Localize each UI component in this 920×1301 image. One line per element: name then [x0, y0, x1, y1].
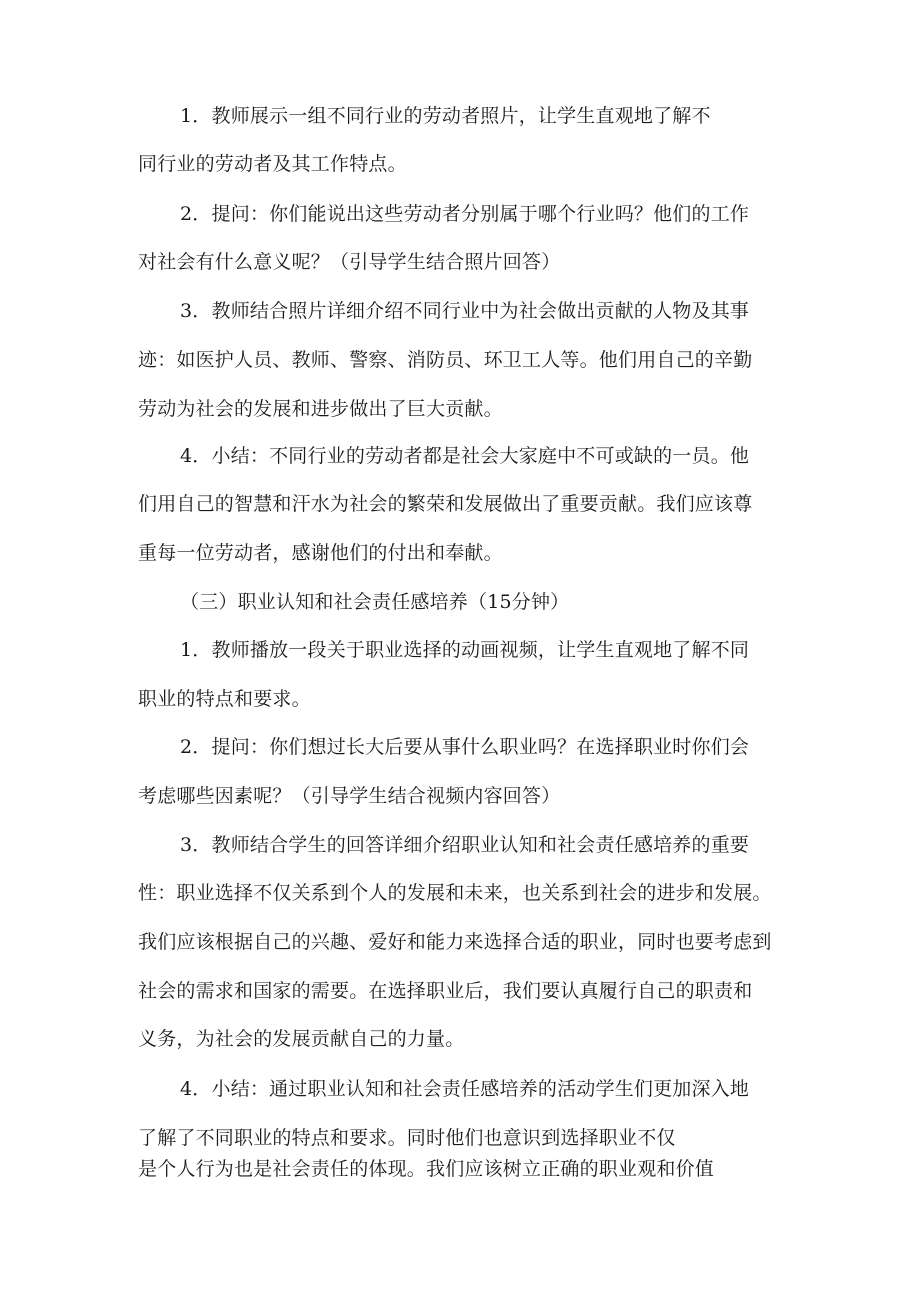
paragraph-line: 社会的需求和国家的需要。在选择职业后，我们要认真履行自己的职责和 [138, 980, 753, 1002]
paragraph-line: 职业的特点和要求。 [138, 688, 311, 710]
paragraph-line: 是个人行为也是社会责任的体现。我们应该树立正确的职业观和价值 [138, 1158, 715, 1180]
paragraph-line: 重每一位劳动者，感谢他们的付出和奉献。 [138, 542, 503, 564]
paragraph-line: 义务，为社会的发展贡献自己的力量。 [138, 1028, 465, 1050]
paragraph-line: 同行业的劳动者及其工作特点。 [138, 153, 407, 175]
paragraph-line: 劳动为社会的发展和进步做出了巨大贡献。 [138, 398, 503, 420]
paragraph-line: 考虑哪些因素呢？（引导学生结合视频内容回答） [138, 785, 561, 807]
paragraph-line: 1．教师播放一段关于职业选择的动画视频，让学生直观地了解不同 [180, 639, 750, 661]
paragraph-line: 2．提问：你们能说出这些劳动者分别属于哪个行业吗？他们的工作 [180, 203, 750, 225]
paragraph-line: 4．小结：不同行业的劳动者都是社会大家庭中不可或缺的一员。他 [180, 445, 750, 467]
paragraph-line: 对社会有什么意义呢？（引导学生结合照片回答） [138, 251, 561, 273]
paragraph-line: 性：职业选择不仅关系到个人的发展和未来，也关系到社会的进步和发展。 [138, 882, 772, 904]
paragraph-line: 3．教师结合学生的回答详细介绍职业认知和社会责任感培养的重要 [180, 834, 750, 856]
paragraph-line: 迹：如医护人员、教师、警察、消防员、环卫工人等。他们用自己的辛勤 [138, 349, 753, 371]
paragraph-line: 我们应该根据自己的兴趣、爱好和能力来选择合适的职业，同时也要考虑到 [138, 931, 772, 953]
paragraph-line: 3．教师结合照片详细介绍不同行业中为社会做出贡献的人物及其事 [180, 300, 750, 322]
section-heading: （三）职业认知和社会责任感培养（15分钟） [180, 591, 570, 613]
paragraph-line: 们用自己的智慧和汗水为社会的繁荣和发展做出了重要贡献。我们应该尊 [138, 493, 753, 515]
paragraph-line: 1．教师展示一组不同行业的劳动者照片，让学生直观地了解不 [180, 105, 711, 127]
paragraph-line: 了解了不同职业的特点和要求。同时他们也意识到选择职业不仅 [138, 1127, 676, 1149]
paragraph-line: 2．提问：你们想过长大后要从事什么职业吗？在选择职业时你们会 [180, 736, 750, 758]
paragraph-line: 4．小结：通过职业认知和社会责任感培养的活动学生们更加深入地 [180, 1078, 750, 1100]
